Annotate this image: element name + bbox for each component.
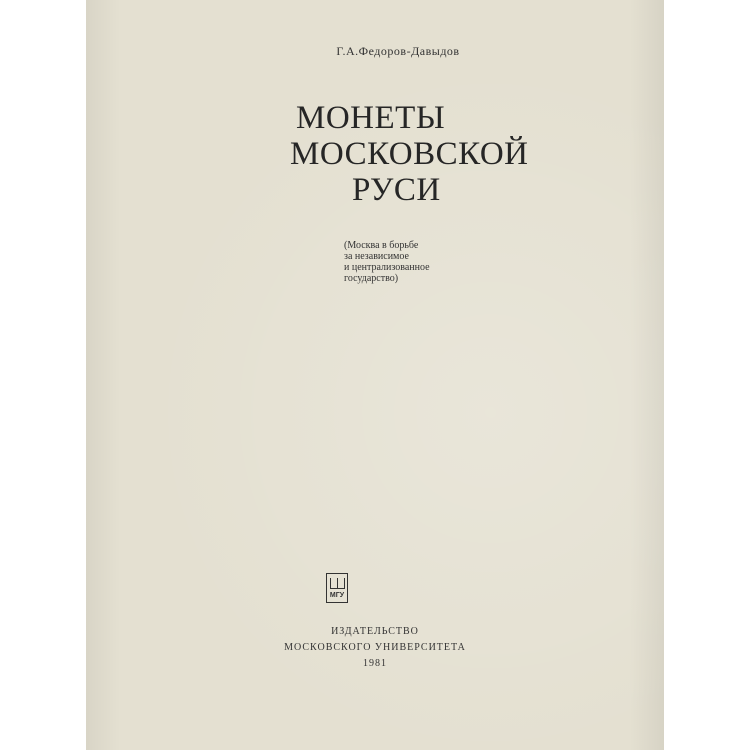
subtitle-line-2: за независимое [344,251,409,262]
title-line-3: РУСИ [352,172,441,208]
title-line-2: МОСКОВСКОЙ [290,136,529,172]
publisher-line-2: МОСКОВСКОГО УНИВЕРСИТЕТА [284,642,466,653]
subtitle-line-4: государство) [344,273,399,284]
title-line-1: МОНЕТЫ [296,100,446,136]
logo-text: МГУ [329,592,345,599]
subtitle-line-3: и централизованное [344,262,430,273]
subtitle-line-1: (Москва в борьбе [344,240,419,251]
publication-year: 1981 [363,658,387,669]
author-name: Г.А.Федоров-Давыдов [336,44,460,58]
open-book-icon [330,578,345,589]
publisher-logo-icon [326,573,348,603]
book-subtitle [344,240,504,284]
publisher-line-1: ИЗДАТЕЛЬСТВО [331,626,419,637]
publisher-imprint [86,624,664,672]
book-title [86,100,664,208]
